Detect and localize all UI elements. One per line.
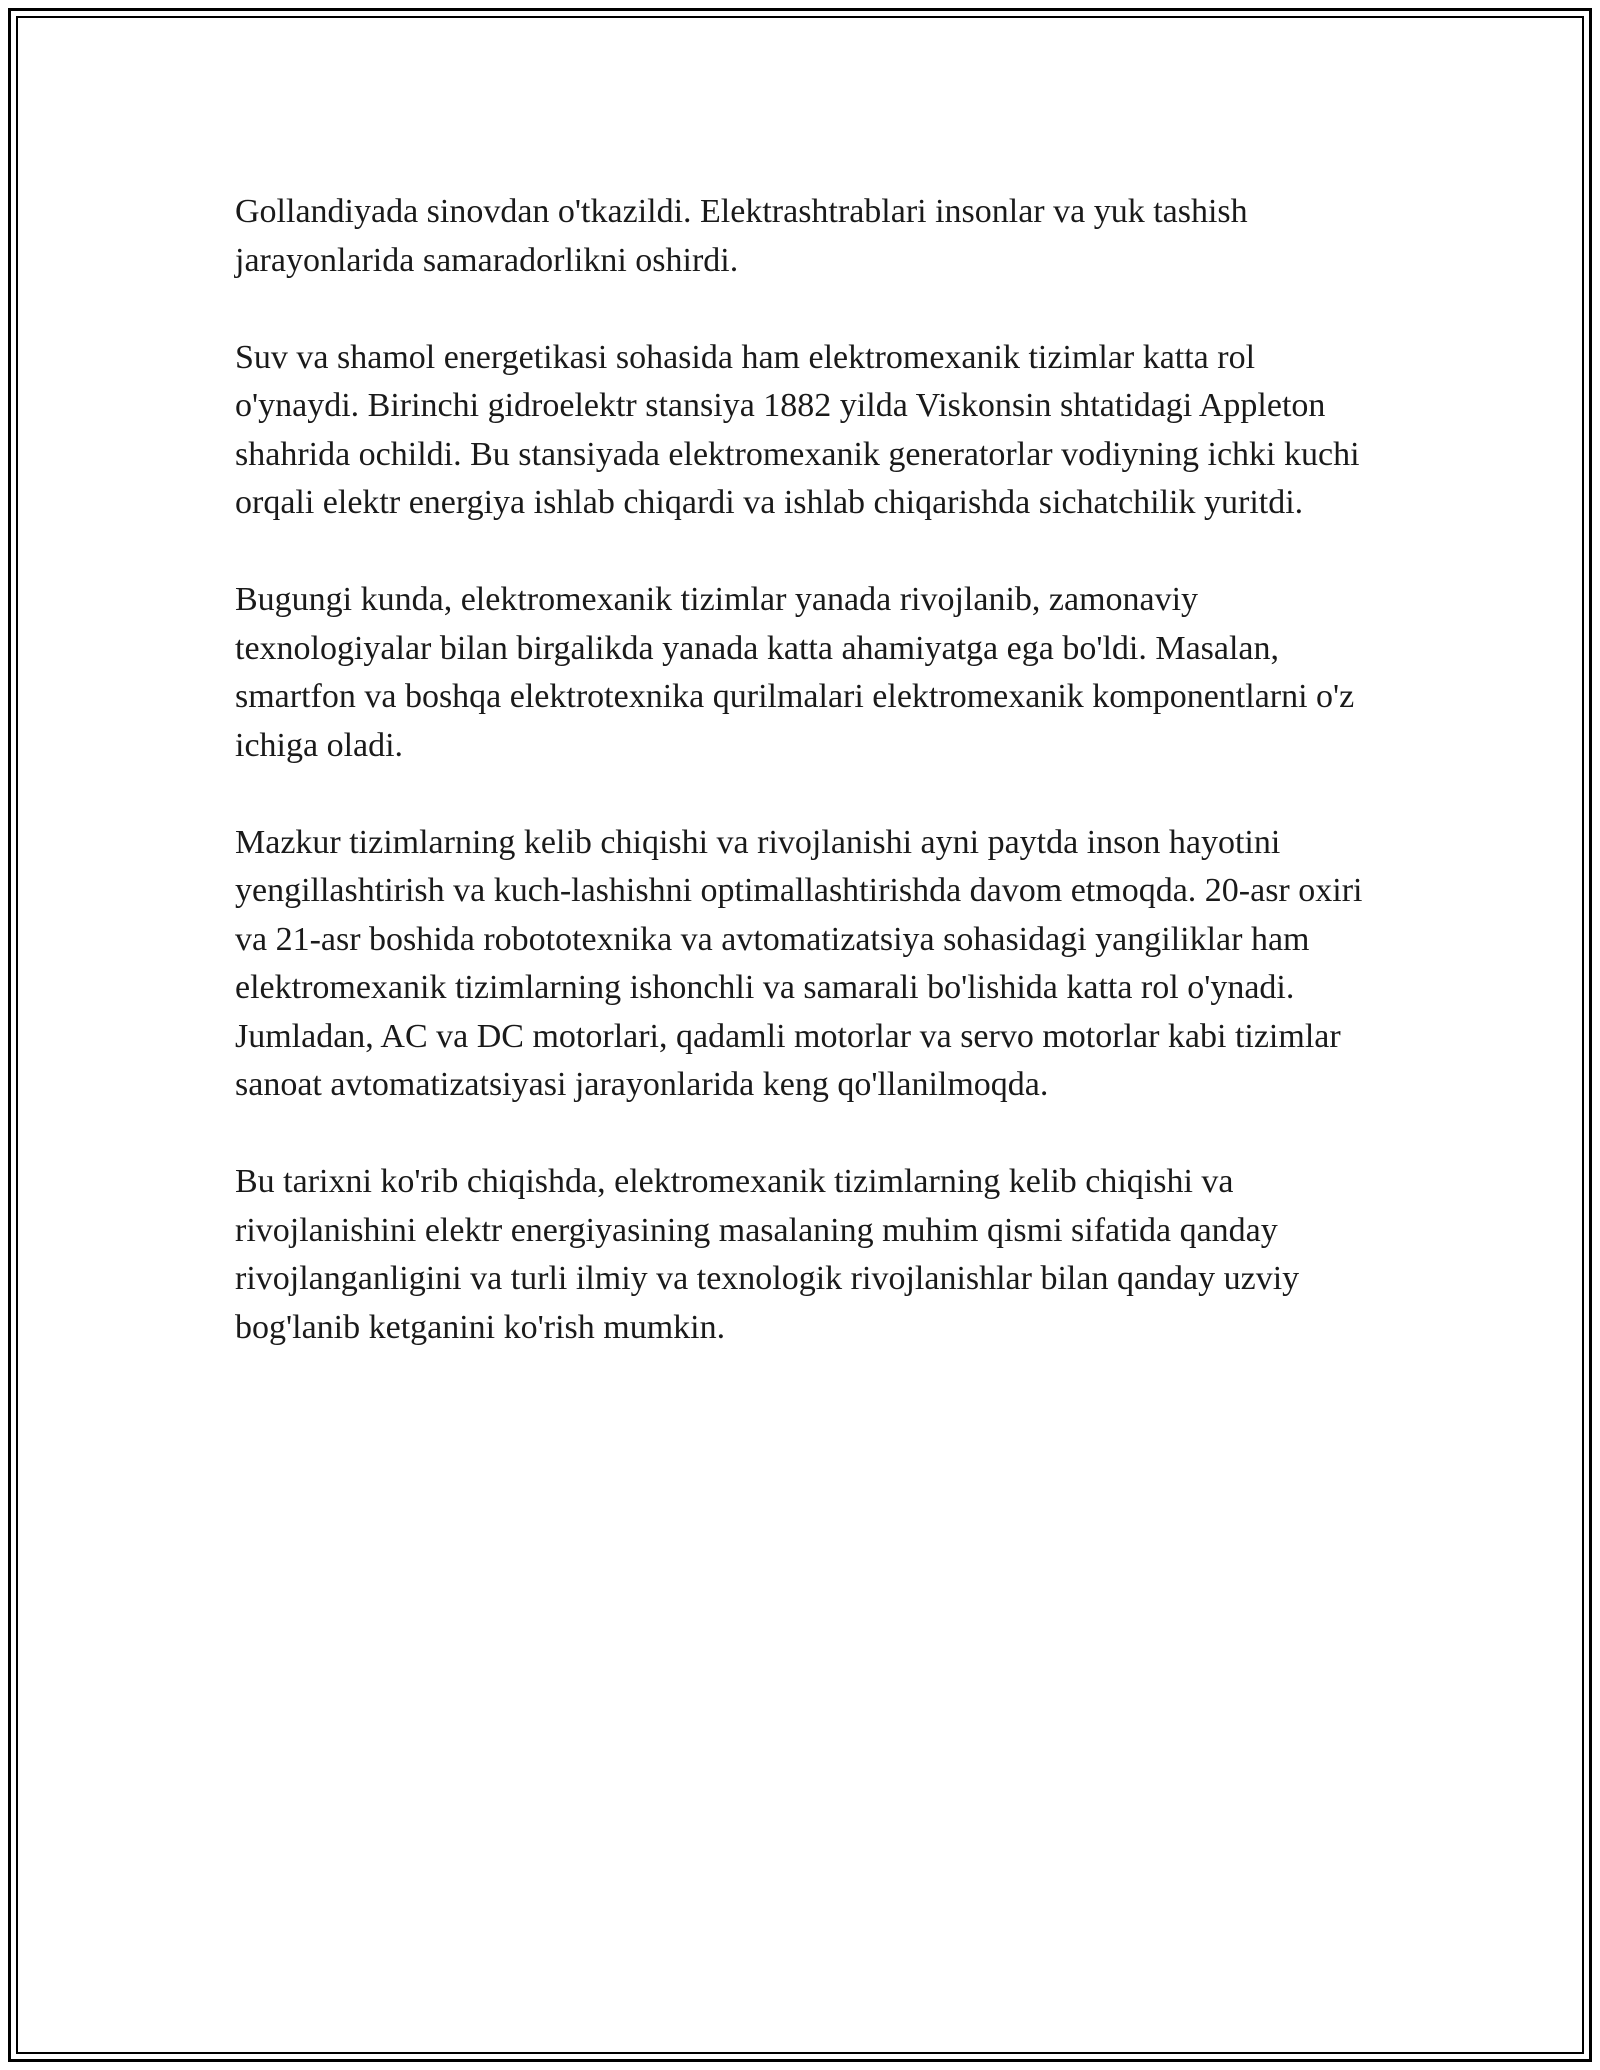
paragraph-3: Bugungi kunda, elektromexanik tizimlar yanada rivojlanib, zamonaviy texnologiyalar bilan birgalikda yanada katta ahamiyatga ega bo'ldi. Masalan, smartfon va boshqa elektrotexnika qurilmalari elektromexanik komponentlarni o'z ichiga oladi.: [235, 581, 1355, 764]
paragraph-5: Bu tarixni ko'rib chiqishda, elektromexanik tizimlarning kelib chiqishi va rivojlanishini elektr energiyasining masalaning muhim qismi sifatida qanday rivojlanganligini va turli ilmiy va texnologik rivojlanishlar bilan qanday uzviy bog'lanib ketganini ko'rish mumkin.: [235, 1163, 1300, 1346]
document-body: [235, 188, 1375, 1401]
paragraph-1: Gollandiyada sinovdan o'tkazildi. Elektrashtrablari insonlar va yuk tashish jarayonlarida samaradorlikni oshirdi.: [235, 193, 1248, 279]
paragraph-4: Mazkur tizimlarning kelib chiqishi va rivojlanishi ayni paytda inson hayotini yengillashtirish va kuch-lashishni optimallashtirishda davom etmoqda. 20-asr oxiri va 21-asr boshida robototexnika va avtomatizatsiya sohasidagi yangiliklar ham elektromexanik tizimlarning ishonchli va samarali bo'lishida katta rol o'ynadi. Jumladan, AC va DC motorlari, qadamli motorlar va servo motorlar kabi tizimlar sanoat avtomatizatsiyasi jarayonlarida keng qo'llanilmoqda.: [235, 823, 1363, 1103]
paragraph-2: Suv va shamol energetikasi sohasida ham elektromexanik tizimlar katta rol o'ynaydi. Birinchi gidroelektr stansiya 1882 yilda Viskonsin shtatidagi Appleton shahrida ochildi. Bu stansiyada elektromexanik generatorlar vodiyning ichki kuchi orqali elektr energiya ishlab chiqardi va ishlab chiqarishda sichatchilik yuritdi.: [235, 338, 1360, 521]
